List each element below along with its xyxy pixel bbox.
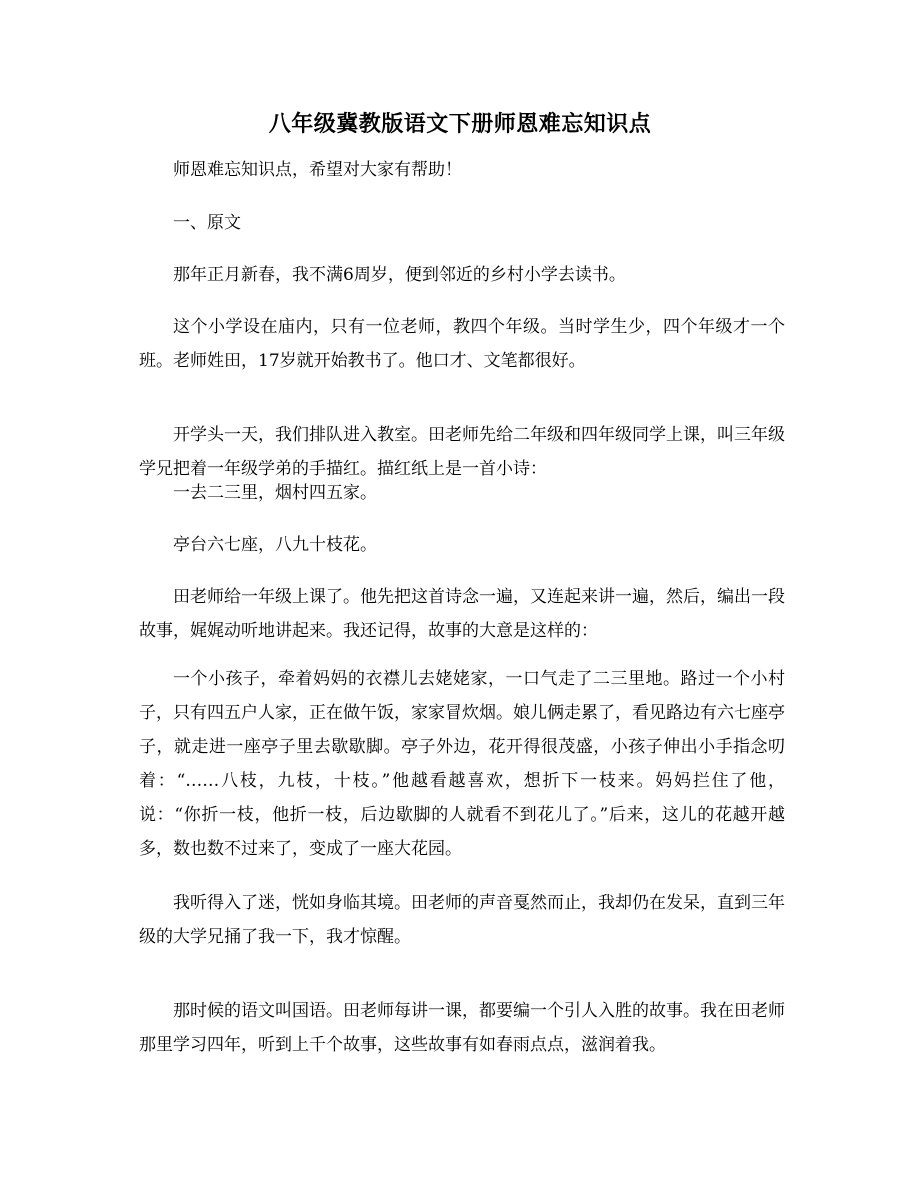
body-paragraph: 那年正月新春，我不满6周岁，便到邻近的乡村小学去读书。 [173, 265, 626, 285]
poem-line: 亭台六七座，八九十枝花。 [173, 535, 377, 555]
body-paragraph: 那时候的语文叫国语。田老师每讲一课，都要编一个引人入胜的故事。我在田老师那里学习四年，听到上千个故事，这些故事有如春雨点点，滋润着我。 [139, 1001, 785, 1055]
story-paragraph: 一个小孩子，牵着妈妈的衣襟儿去姥姥家，一口气走了二三里地。路过一个小村子，只有四五户人家，正在做午饭，家家冒炊烟。娘儿俩走累了，看见路边有六七座亭子，就走进一座亭子里去歇歇脚。亭子外边，花开得很茂盛，小孩子伸出小手指念叨着：“……八枝，九枝，十枝。”他越看越喜欢，想折下一枝来。妈妈拦住了他，说：“你折一枝，他折一枝，后边歇脚的人就看不到花儿了。”后来，这儿的花越开越多，数也数不过来了，变成了一座大花园。 [139, 669, 785, 859]
body-paragraph: 我听得入了迷，恍如身临其境。田老师的声音戛然而止，我却仍在发呆，直到三年级的大学兄捅了我一下，我才惊醒。 [139, 893, 785, 947]
body-paragraph: 田老师给一年级上课了。他先把这首诗念一遍，又连起来讲一遍，然后，编出一段故事，娓娓动听地讲起来。我还记得，故事的大意是这样的： [139, 587, 785, 641]
body-paragraph: 这个小学设在庙内，只有一位老师，教四个年级。当时学生少，四个年级才一个班。老师姓田，17岁就开始教书了。他口才、文笔都很好。 [139, 317, 785, 371]
body-paragraph: 开学头一天，我们排队进入教室。田老师先给二年级和四年级同学上课，叫三年级学兄把着一年级学弟的手描红。描红纸上是一首小诗： [139, 425, 785, 479]
intro-paragraph: 师恩难忘知识点，希望对大家有帮助！ [173, 160, 462, 180]
document-title: 八年级冀教版语文下册师恩难忘知识点 [268, 111, 652, 137]
section-heading: 一、原文 [173, 213, 241, 233]
poem-line: 一去二三里，烟村四五家。 [173, 483, 377, 503]
